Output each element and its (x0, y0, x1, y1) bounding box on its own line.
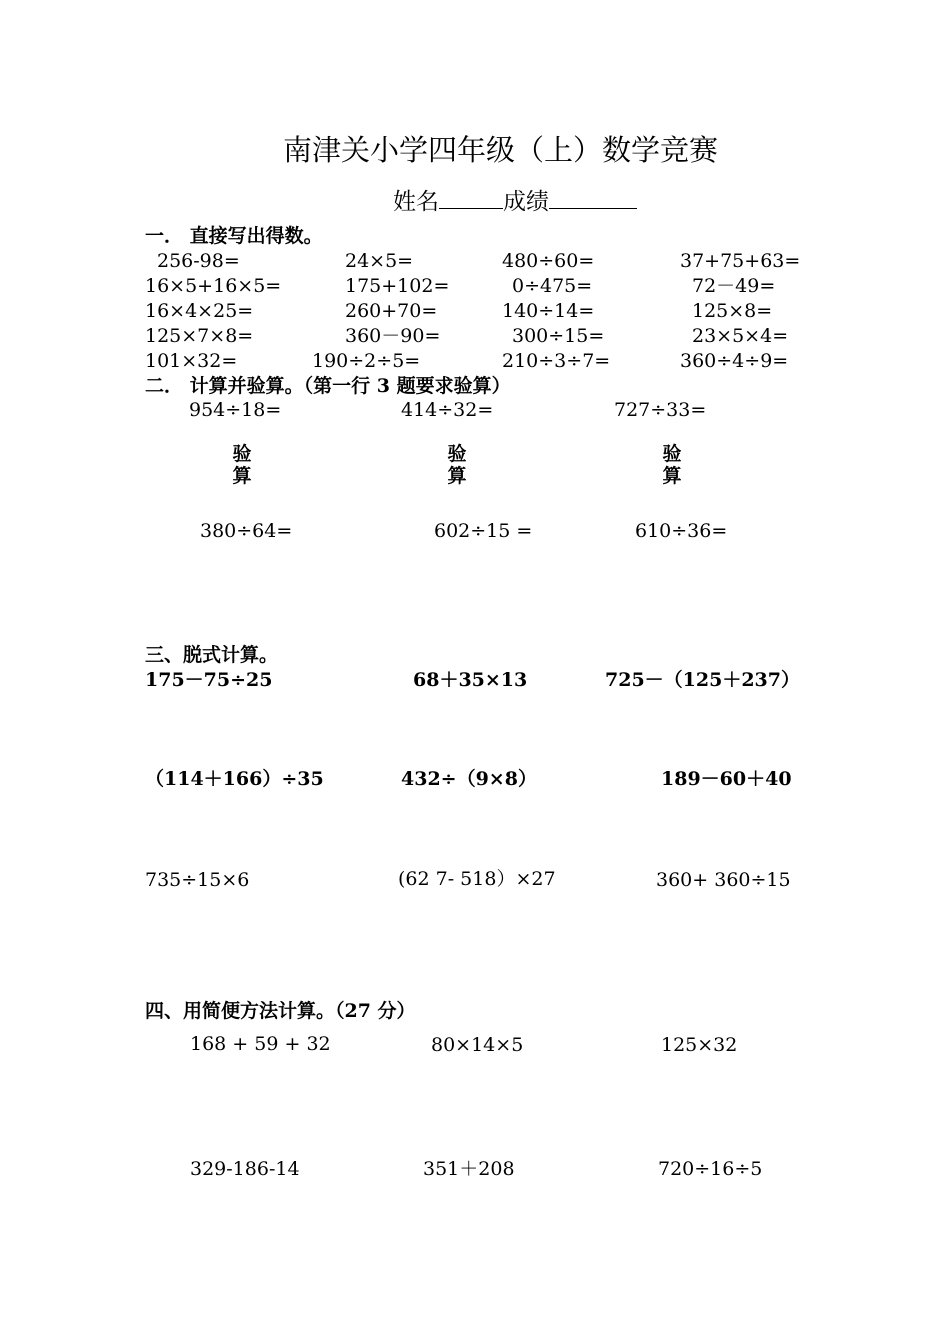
student-info-line (393, 188, 637, 214)
calc-item: 125×7×8= (145, 325, 254, 347)
division-item: 727÷33= (614, 399, 707, 421)
step-calc-item: 175－75÷25 (145, 669, 273, 691)
calc-item: 260+70= (345, 300, 438, 322)
step-calc-item: 725－（125＋237） (605, 669, 800, 691)
score-label: 成绩 (503, 189, 549, 215)
calc-item: 256-98= (157, 250, 240, 272)
step-calc-item: 68＋35×13 (413, 669, 528, 691)
calc-item: 360÷4÷9= (680, 350, 789, 372)
step-calc-item: 735÷15×6 (145, 869, 250, 891)
calc-item: 140÷14= (502, 300, 595, 322)
simplify-item: 125×32 (661, 1034, 738, 1056)
division-item: 954÷18= (189, 399, 282, 421)
calc-item: 24×5= (345, 250, 414, 272)
calc-item: 0÷475= (512, 275, 593, 297)
calc-item: 480÷60= (502, 250, 595, 272)
calc-item: 101×32= (145, 350, 238, 372)
step-calc-item: 432÷（9×8） (401, 768, 537, 790)
section1-heading: 一． 直接写出得数。 (145, 225, 323, 247)
calc-item: 23×5×4= (692, 325, 789, 347)
simplify-item: 329-186-14 (190, 1158, 300, 1180)
division-item: 380÷64= (200, 520, 293, 542)
section4-heading: 四、用简便方法计算。（27 分） (145, 1000, 416, 1022)
division-item: 602÷15 = (434, 520, 533, 542)
check-label: 验算 (662, 443, 682, 487)
step-calc-item: 360+ 360÷15 (656, 869, 791, 891)
step-calc-item: 189－60＋40 (661, 768, 792, 790)
division-item: 414÷32= (401, 399, 494, 421)
score-blank[interactable] (549, 188, 637, 209)
page-title: 南津关小学四年级（上）数学竞赛 (283, 133, 719, 167)
step-calc-item: （114＋166）÷35 (145, 768, 324, 790)
simplify-item: 80×14×5 (431, 1034, 524, 1056)
calc-item: 16×5+16×5= (145, 275, 282, 297)
calc-item: 72－49= (692, 275, 776, 297)
section2-heading: 二． 计算并验算。（第一行 3 题要求验算） (145, 375, 511, 397)
name-blank[interactable] (439, 188, 503, 209)
simplify-item: 351＋208 (423, 1158, 515, 1180)
section3-heading: 三、脱式计算。 (145, 644, 279, 666)
check-label: 验算 (232, 443, 252, 487)
calc-item: 175+102= (345, 275, 450, 297)
calc-item: 125×8= (692, 300, 773, 322)
calc-item: 210÷3÷7= (502, 350, 611, 372)
calc-item: 16×4×25= (145, 300, 254, 322)
calc-item: 190÷2÷5= (312, 350, 421, 372)
name-label: 姓名 (393, 189, 439, 215)
calc-item: 360－90= (345, 325, 441, 347)
simplify-item: 168 + 59 + 32 (190, 1033, 331, 1055)
calc-item: 37+75+63= (680, 250, 801, 272)
step-calc-item: (62 7- 518）×27 (398, 868, 556, 890)
simplify-item: 720÷16÷5 (658, 1158, 763, 1180)
calc-item: 300÷15= (512, 325, 605, 347)
check-label: 验算 (447, 443, 467, 487)
division-item: 610÷36= (635, 520, 728, 542)
